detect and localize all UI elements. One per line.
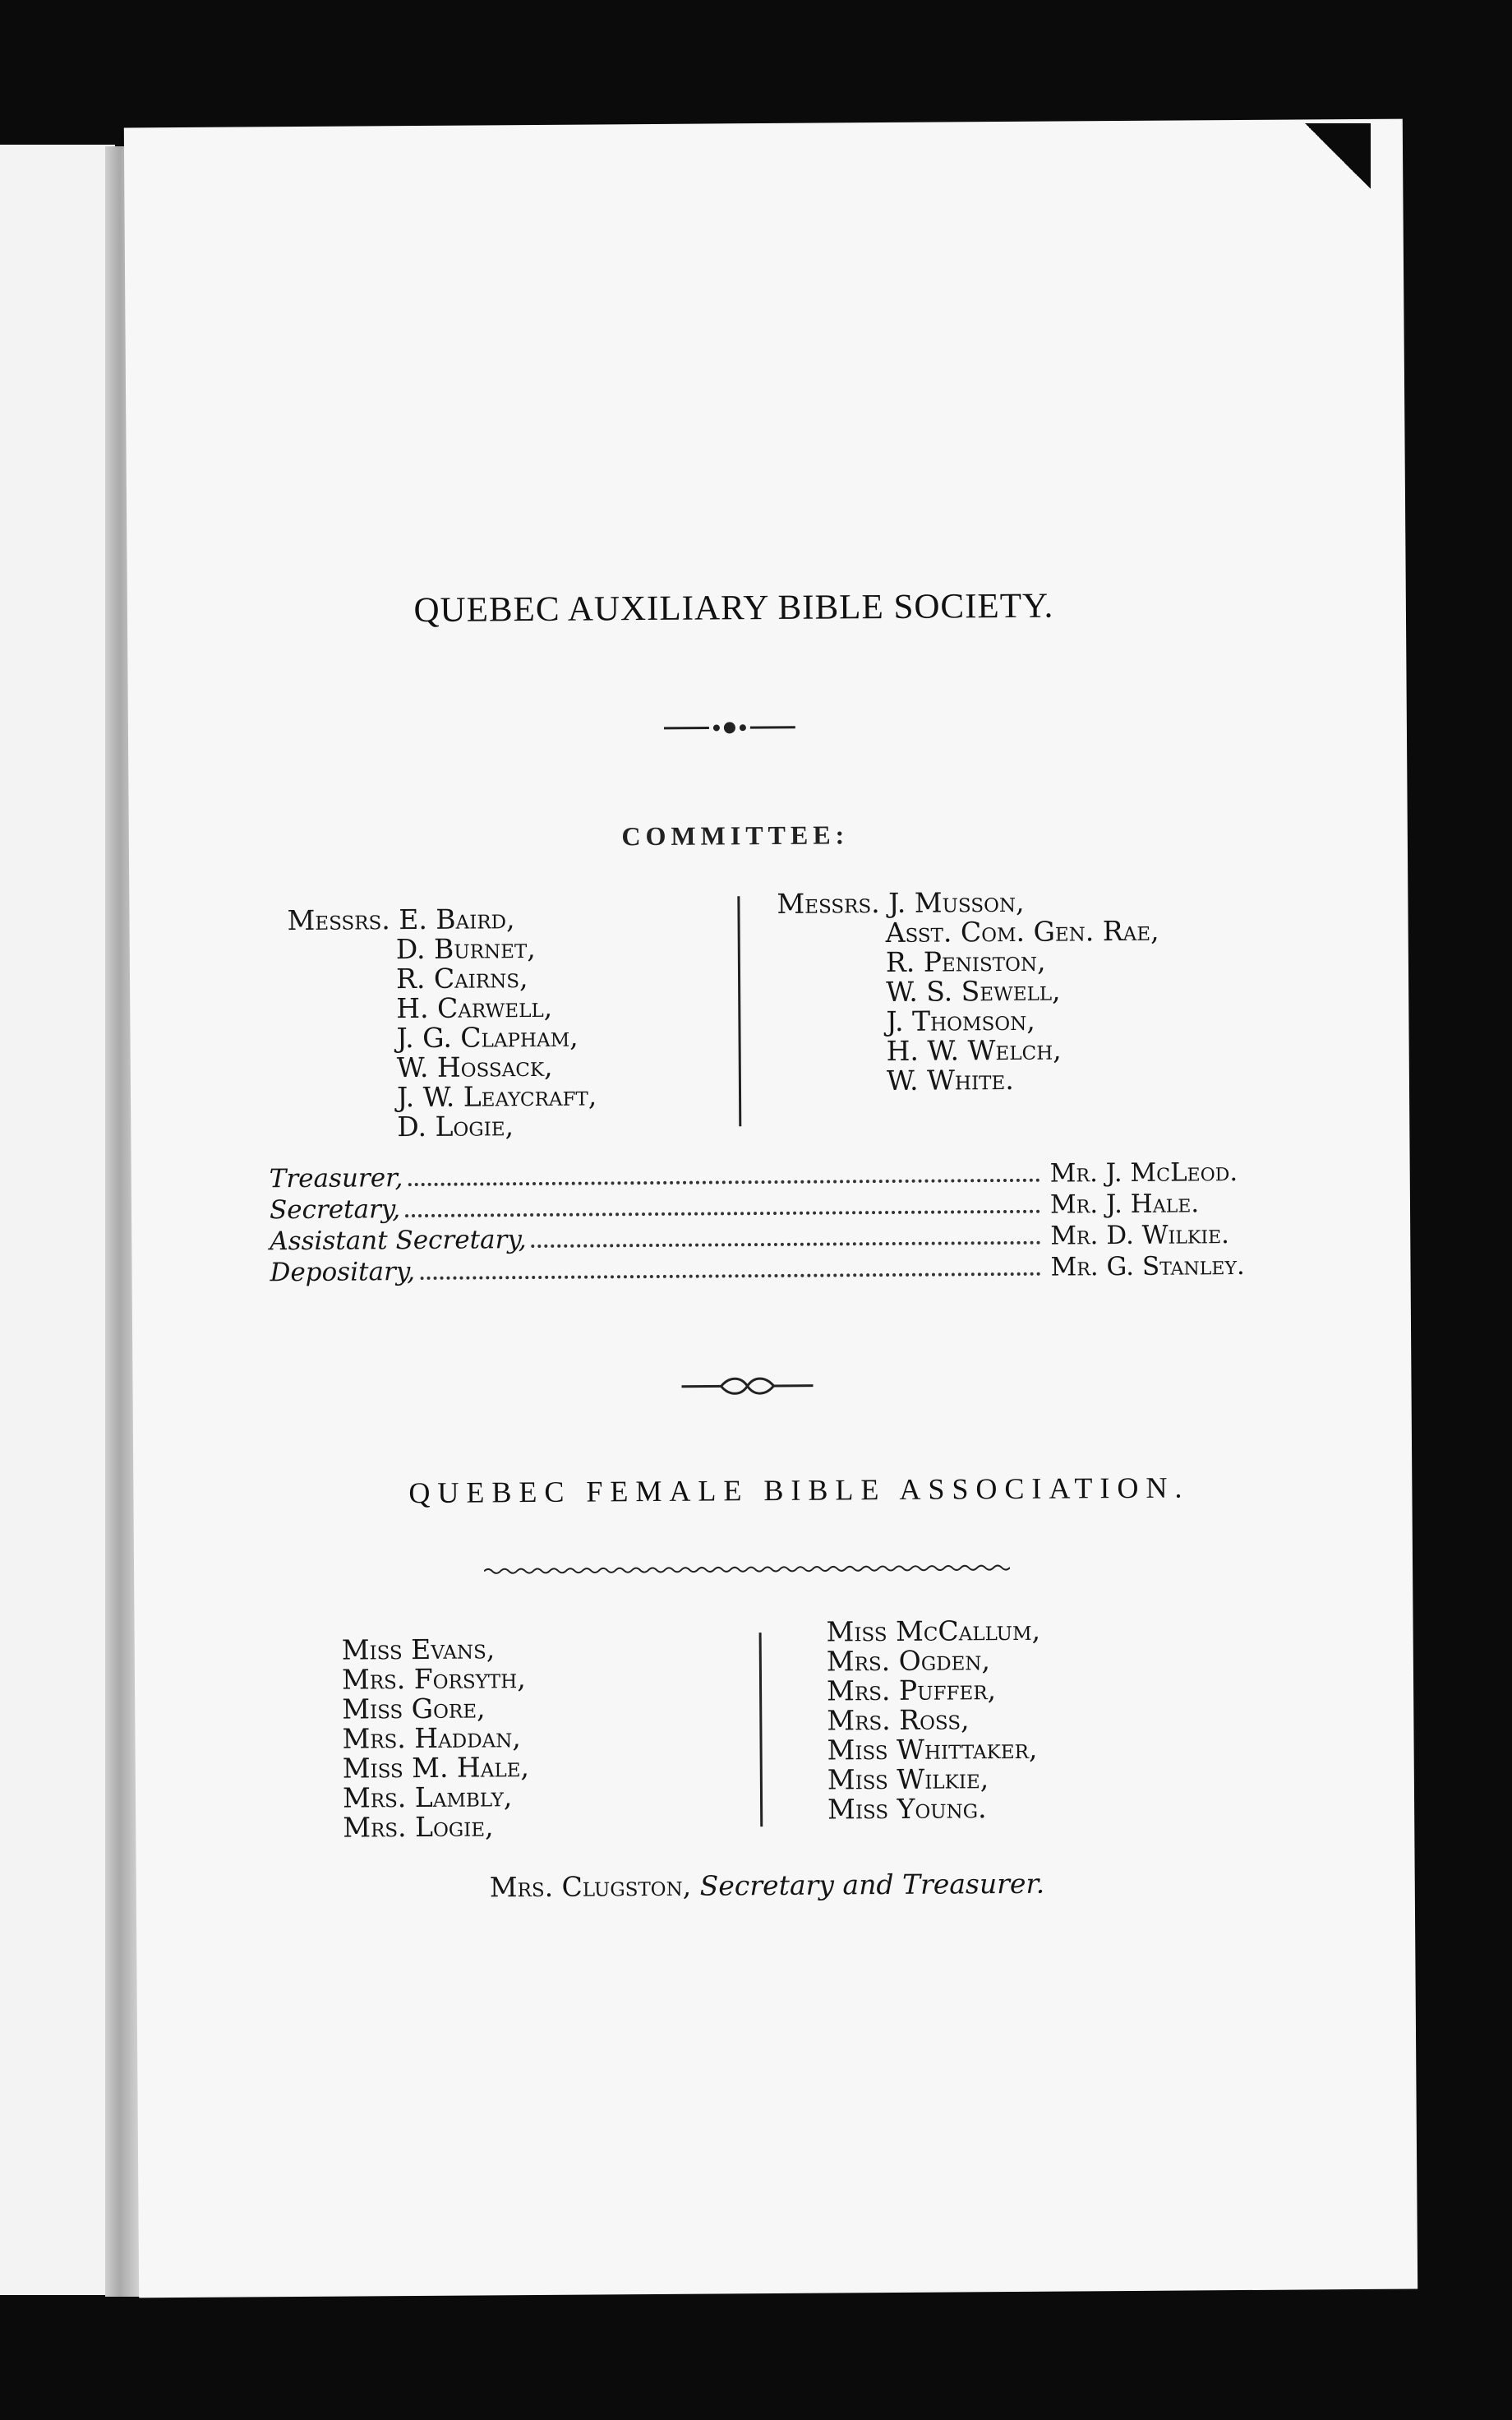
officer-name: Mr. G. Stanley. [1050,1250,1245,1282]
officer-row [270,1251,1288,1290]
committee-right-column [777,887,1160,1097]
association-member: Miss Young. [827,1792,987,1826]
association-member: Mrs. Puffer, [826,1674,997,1707]
committee-heading: COMMITTEE: [621,820,850,852]
association-member: Miss Whittaker, [827,1732,1038,1767]
committee-member: D. Logie, [397,1110,514,1143]
committee-member: Messrs. E. Baird, [287,903,515,937]
association-member: Miss McCallum, [826,1614,1041,1648]
committee-member: Messrs. J. Musson, [777,885,1025,920]
officer-name: Mr. D. Wilkie. [1050,1220,1230,1251]
association-member: Mrs. Forsyth, [341,1662,526,1696]
facing-page-edge [0,145,115,2295]
committee-member: J. W. Leaycraft, [396,1079,597,1114]
document-page [124,119,1418,2298]
committee-member: W. S. Sewell, [886,974,1061,1009]
association-member: Mrs. Lambly, [342,1780,513,1814]
ornament-divider [664,720,795,736]
officers-list [270,1157,1289,1290]
committee-left-column [287,903,597,1143]
association-left-column [342,1634,530,1843]
leader-dots [420,1272,1040,1280]
secretary-role: Secretary and Treasurer. [699,1867,1045,1902]
association-member: Mrs. Ogden, [826,1644,991,1678]
association-member: Miss Evans, [341,1633,496,1666]
association-member: Mrs. Haddan, [342,1721,521,1755]
column-divider [737,896,741,1126]
officer-role: Secretary, [269,1194,401,1226]
committee-member: Asst. Com. Gen. Rae, [885,914,1159,949]
column-divider [759,1633,763,1827]
committee-member: D. Burnet, [395,931,536,966]
officer-name: Mr. J. McLeod. [1049,1157,1238,1189]
association-secretary [490,1867,1147,1904]
committee-member: R. Peniston, [885,944,1046,979]
committee-member: J. G. Clapham, [396,1020,579,1055]
association-member: Miss M. Hale, [342,1751,530,1785]
association-member: Miss Wilkie, [827,1762,989,1796]
torn-page-corner [1305,123,1371,189]
association-member: Mrs. Ross, [827,1703,970,1737]
leader-dots [532,1241,1041,1248]
ornament-knot [681,1374,813,1398]
leader-dots [408,1179,1040,1186]
section-title: QUEBEC FEMALE BIBLE ASSOCIATION. [408,1471,1190,1510]
association-right-column [826,1616,1041,1825]
committee-member: H. Carwell, [396,991,553,1025]
committee-member: H. W. Welch, [886,1033,1062,1068]
officer-role: Treasurer, [269,1163,403,1194]
committee-member: W. Hossack, [396,1050,553,1084]
association-member: Miss Gore, [342,1692,486,1725]
leader-dots [405,1210,1040,1217]
committee-member: J. Thomson, [886,1004,1035,1038]
officer-role: Assistant Secretary, [270,1225,527,1257]
committee-member: W. White. [886,1063,1014,1097]
secretary-name: Mrs. Clugston, [489,1869,692,1904]
page-title: QUEBEC AUXILIARY BIBLE SOCIETY. [413,586,1054,630]
officer-role: Depositary, [270,1257,416,1288]
association-member: Mrs. Logie, [343,1810,494,1844]
officer-name: Mr. J. Hale. [1049,1189,1200,1220]
committee-member: R. Cairns, [395,962,528,995]
wavy-rule [484,1562,1010,1577]
